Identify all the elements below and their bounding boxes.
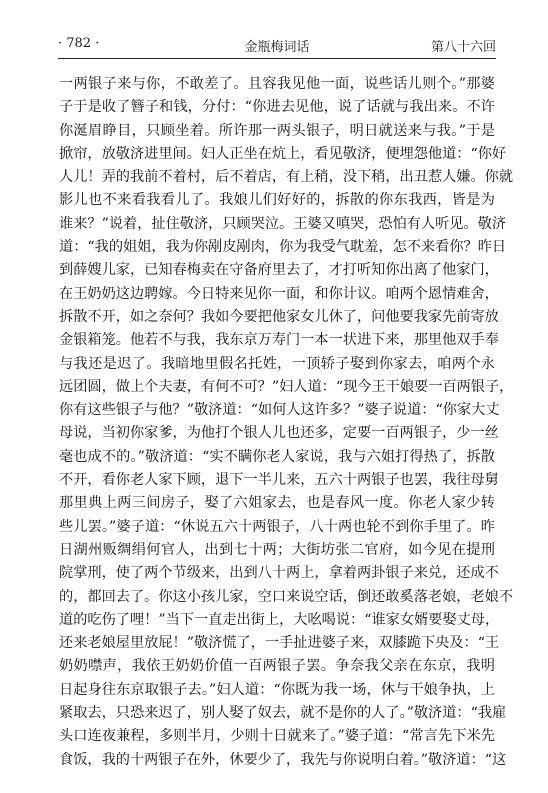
text-line: 子于是收了簪子和钱，分付：“你进去见他，说了话就与我出来。不许 (59, 99, 495, 116)
text-line: 那里典上两三间房子，娶了六姐家去，也是春风一度。你老人家少转 (59, 495, 495, 512)
text-line: 金银箱笼。他若不与我，我东京万寿门一本一状进下来，那里他双手奉 (59, 332, 499, 349)
text-line: 拆散不开，如之奈何？我如今要把他家女儿休了，问他要我家先前寄放 (59, 308, 499, 325)
book-title: 金瓶梅词话 (244, 40, 310, 55)
text-line: 与我还是迟了。我暗地里假名托姓，一顶轿子娶到你家去，咱两个永 (59, 355, 495, 372)
text-line: 头口连夜兼程，多则半月，少则十日就来了。”婆子道：“常言先下米先 (59, 728, 495, 745)
text-line: 母说，当初你家爹，为他打个银人儿也还多，定要一百两银子，少一丝 (59, 425, 499, 442)
header-rule (58, 58, 496, 59)
chapter-label: 第八十六回 (430, 40, 496, 55)
text-line: 你有这些银子与他？”敬济道：“如何人这许多？”婆子说道：“你家大丈 (59, 402, 500, 419)
text-line: 你涎眉睁目，只顾坐着。所许那一两头银子，明日就送来与我。”于是 (59, 122, 495, 139)
text-line: 谁来？”说着，扯住敬济，只顾哭泣。王婆又嗔哭，恐怕有人听见。敬济 (59, 215, 507, 232)
text-line: 道：“我的姐姐，我为你剐皮剐肉，你为我受气耽羞，怎不来看你？昨日 (59, 239, 507, 256)
text-line: 日湖州贩绸绢何官人，出到七十两；大街坊张二官府，如今见在提刑 (59, 541, 495, 558)
text-line: 毫也成不的。”敬济道：“实不瞒你老人家说，我与六姐打得热了，拆散 (59, 448, 495, 465)
text-line: 的，都回去了。你这小孩儿家，空口来说空话，倒还敢奚落老娘，老娘不 (59, 588, 514, 605)
text-line: 在王奶奶这边聘嫁。今日特来见你一面，和你计议。咱两个恩情难舍， (59, 285, 499, 302)
page-number: · 782 · (58, 36, 100, 51)
text-line: 食饭，我的十两银子在外，休要少了，我先与你说明白着。”敬济道：“这 (59, 751, 507, 768)
text-line: 日起身往东京取银子去。”妇人道：“你既为我一场，休与干娘争执，上 (59, 681, 495, 698)
text-line: 道的吃伤了哩！”当下一直走出街上，大吆喝说：“谁家女婿要娶丈母， (59, 611, 500, 628)
text-line: 远团圆，做上个夫妻，有何不可？”妇人道：“现今王干娘要一百两银子， (59, 378, 514, 395)
text-line: 还来老娘屋里放屁！”敬济慌了，一手扯进婆子来，双膝跪下央及：“王 (59, 635, 500, 652)
text-line: 奶奶噤声，我依王奶奶价值一百两银子罢。争奈我父亲在东京，我明 (59, 658, 495, 675)
text-line: 人儿！弄的我前不着村，后不着店，有上稍，没下稍，出丑惹人嫌。你就 (59, 169, 514, 186)
running-header (58, 34, 496, 54)
text-line: 院掌刑，使了两个节级来，出到八十两上，拿着两卦银子来兑，还成不 (59, 565, 499, 582)
text-line: 影儿也不来看我看儿了。我娘儿们好好的，拆散的你东我西，皆是为 (59, 192, 495, 209)
text-line: 不开，看你老人家下顾，退下一半儿来，五六十两银子也罢，我往母舅 (59, 472, 499, 489)
text-line: 掀帘，放敬济进里间。妇人正坐在炕上，看见敬济，便埋怨他道：“你好 (59, 145, 507, 162)
text-line: 一两银子来与你，不敢差了。且容我见他一面，说些话儿则个。”那婆 (59, 76, 495, 92)
body-text (59, 73, 514, 772)
text-line: 到薛嫂儿家，已知春梅卖在守备府里去了，才打听知你出离了他家门， (59, 262, 499, 279)
text-line: 些儿罢。”婆子道：“休说五六十两银子，八十两也轮不到你手里了。昨 (59, 518, 495, 535)
text-line: 紧取去，只恐来迟了，别人娶了奴去，就不是你的人了。”敬济道：“我雇 (59, 705, 507, 722)
